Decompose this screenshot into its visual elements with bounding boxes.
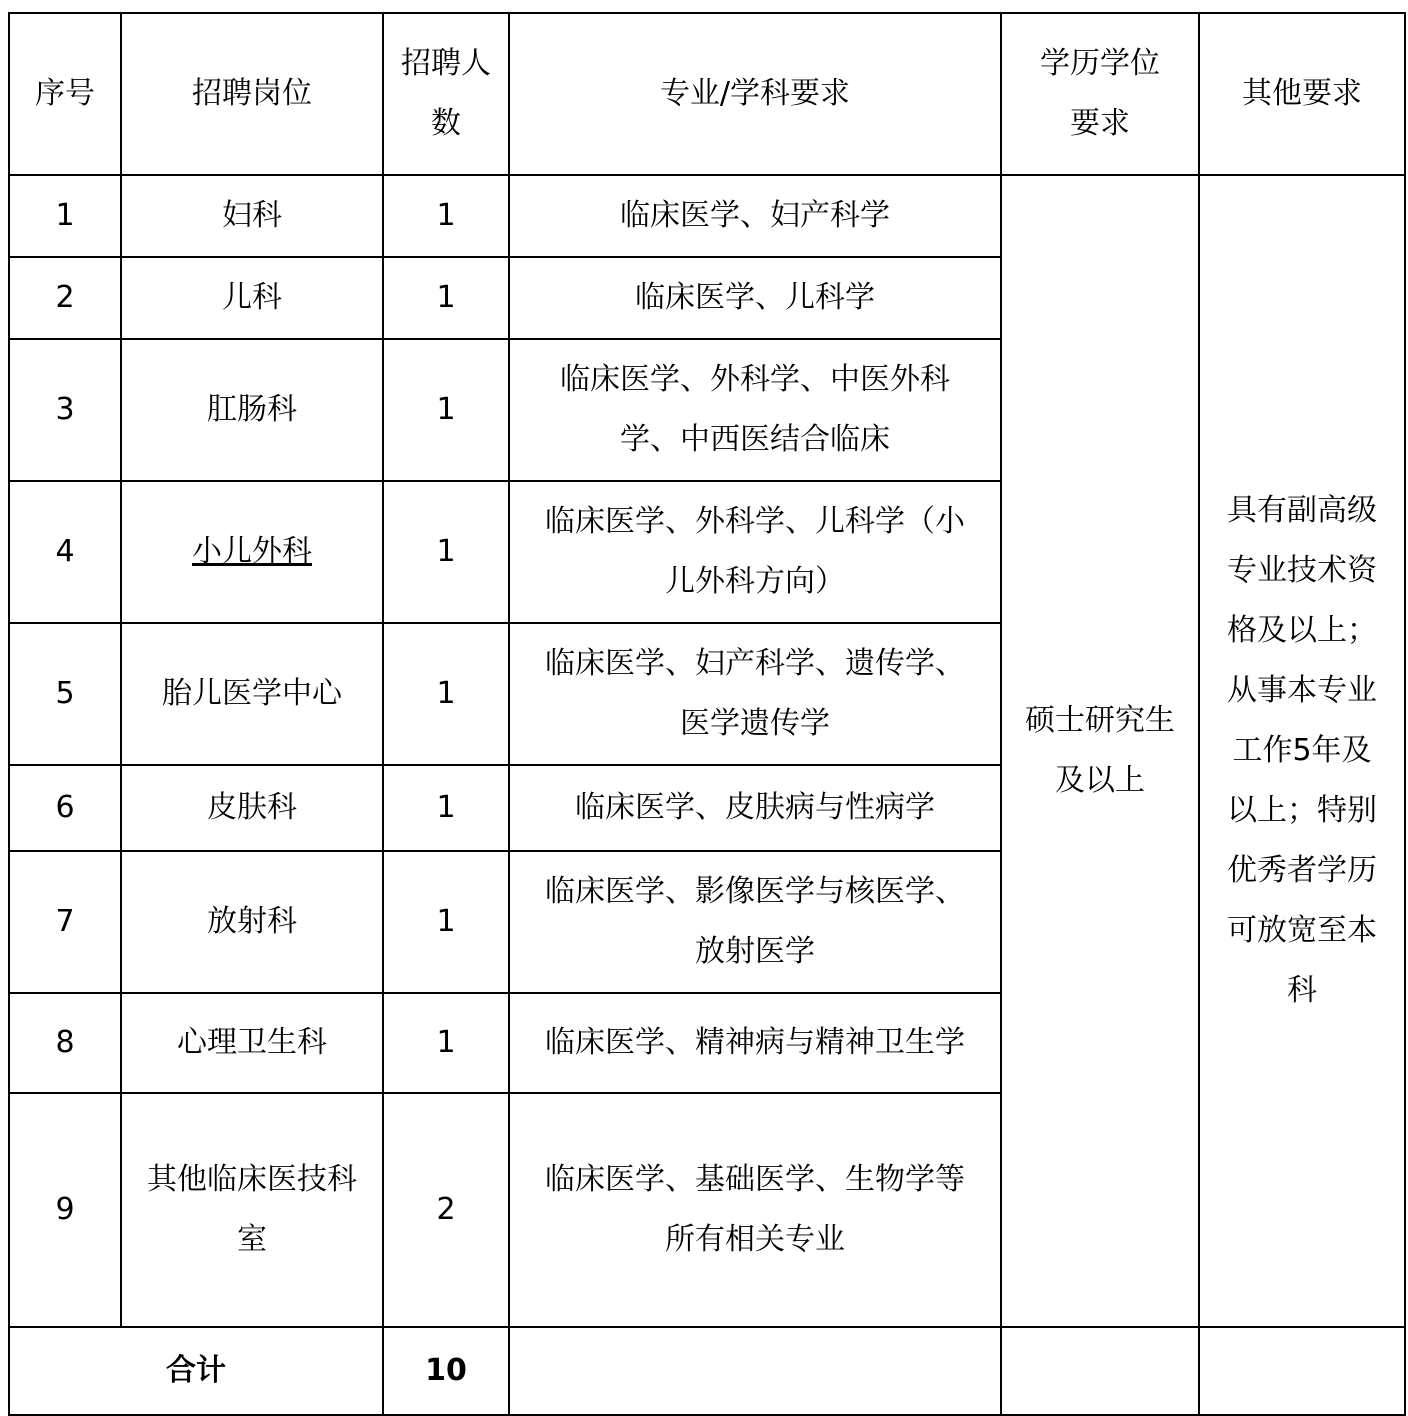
header-other: 其他要求 (1199, 13, 1405, 175)
major-line2: 学、中西医结合临床 (620, 422, 890, 457)
cell-major (509, 339, 1001, 481)
total-row (9, 1327, 1405, 1415)
cell-count: 1 (383, 993, 509, 1093)
other-line: 可放宽至本 (1227, 913, 1377, 948)
total-empty-degree (1001, 1327, 1199, 1415)
cell-seq: 8 (9, 993, 121, 1093)
major-line1: 临床医学、外科学、中医外科 (560, 362, 950, 397)
header-degree-line2: 要求 (1070, 106, 1130, 141)
cell-seq: 2 (9, 257, 121, 339)
cell-seq: 3 (9, 339, 121, 481)
cell-count: 1 (383, 257, 509, 339)
cell-count: 1 (383, 851, 509, 993)
cell-seq: 7 (9, 851, 121, 993)
cell-major: 临床医学、皮肤病与性病学 (509, 765, 1001, 851)
other-line: 格及以上； (1227, 613, 1377, 648)
header-row (9, 13, 1405, 175)
total-empty-major (509, 1327, 1001, 1415)
position-line1: 其他临床医技科 (147, 1162, 357, 1197)
recruitment-table (8, 12, 1406, 1416)
major-line2: 医学遗传学 (680, 706, 830, 741)
major-line1: 临床医学、妇产科学、遗传学、 (545, 646, 965, 681)
major-line2: 儿外科方向） (665, 564, 845, 599)
header-degree-line1: 学历学位 (1040, 46, 1160, 81)
cell-count: 1 (383, 175, 509, 257)
other-line: 工作5年及 (1232, 733, 1372, 768)
header-seq: 序号 (9, 13, 121, 175)
header-major: 专业/学科要求 (509, 13, 1001, 175)
total-count: 10 (383, 1327, 509, 1415)
cell-seq: 5 (9, 623, 121, 765)
cell-seq: 1 (9, 175, 121, 257)
major-line2: 所有相关专业 (665, 1222, 845, 1257)
table-row (9, 175, 1405, 257)
header-count (383, 13, 509, 175)
degree-line2: 及以上 (1055, 763, 1145, 798)
total-label: 合计 (9, 1327, 383, 1415)
cell-count: 2 (383, 1093, 509, 1327)
cell-position: 放射科 (121, 851, 383, 993)
cell-degree (1001, 175, 1199, 1327)
header-degree (1001, 13, 1199, 175)
cell-position (121, 1093, 383, 1327)
cell-major: 临床医学、儿科学 (509, 257, 1001, 339)
other-line: 优秀者学历 (1227, 853, 1377, 888)
degree-line1: 硕士研究生 (1025, 703, 1175, 738)
cell-major: 临床医学、妇产科学 (509, 175, 1001, 257)
cell-count: 1 (383, 481, 509, 623)
cell-position: 心理卫生科 (121, 993, 383, 1093)
total-empty-other (1199, 1327, 1405, 1415)
cell-seq: 6 (9, 765, 121, 851)
other-line: 具有副高级 (1227, 493, 1377, 528)
cell-major (509, 851, 1001, 993)
cell-major (509, 623, 1001, 765)
cell-seq: 4 (9, 481, 121, 623)
cell-position: 儿科 (121, 257, 383, 339)
other-line: 科 (1287, 973, 1317, 1008)
major-line2: 放射医学 (695, 934, 815, 969)
other-line: 专业技术资 (1227, 553, 1377, 588)
other-line: 以上；特别 (1227, 793, 1377, 828)
header-count-line1: 招聘人 (401, 46, 491, 81)
cell-position (121, 481, 383, 623)
header-position: 招聘岗位 (121, 13, 383, 175)
position-label-underlined: 小儿外科 (192, 534, 312, 569)
cell-count: 1 (383, 623, 509, 765)
cell-position: 皮肤科 (121, 765, 383, 851)
major-line1: 临床医学、基础医学、生物学等 (545, 1162, 965, 1197)
cell-position: 肛肠科 (121, 339, 383, 481)
cell-position: 妇科 (121, 175, 383, 257)
cell-count: 1 (383, 765, 509, 851)
cell-seq: 9 (9, 1093, 121, 1327)
other-line: 从事本专业 (1227, 673, 1377, 708)
cell-count: 1 (383, 339, 509, 481)
cell-major (509, 1093, 1001, 1327)
major-line1: 临床医学、外科学、儿科学（小 (545, 504, 965, 539)
cell-position: 胎儿医学中心 (121, 623, 383, 765)
cell-major (509, 481, 1001, 623)
header-count-line2: 数 (431, 106, 461, 141)
position-line2: 室 (237, 1222, 267, 1257)
cell-other-requirements (1199, 175, 1405, 1327)
major-line1: 临床医学、影像医学与核医学、 (545, 874, 965, 909)
cell-major: 临床医学、精神病与精神卫生学 (509, 993, 1001, 1093)
